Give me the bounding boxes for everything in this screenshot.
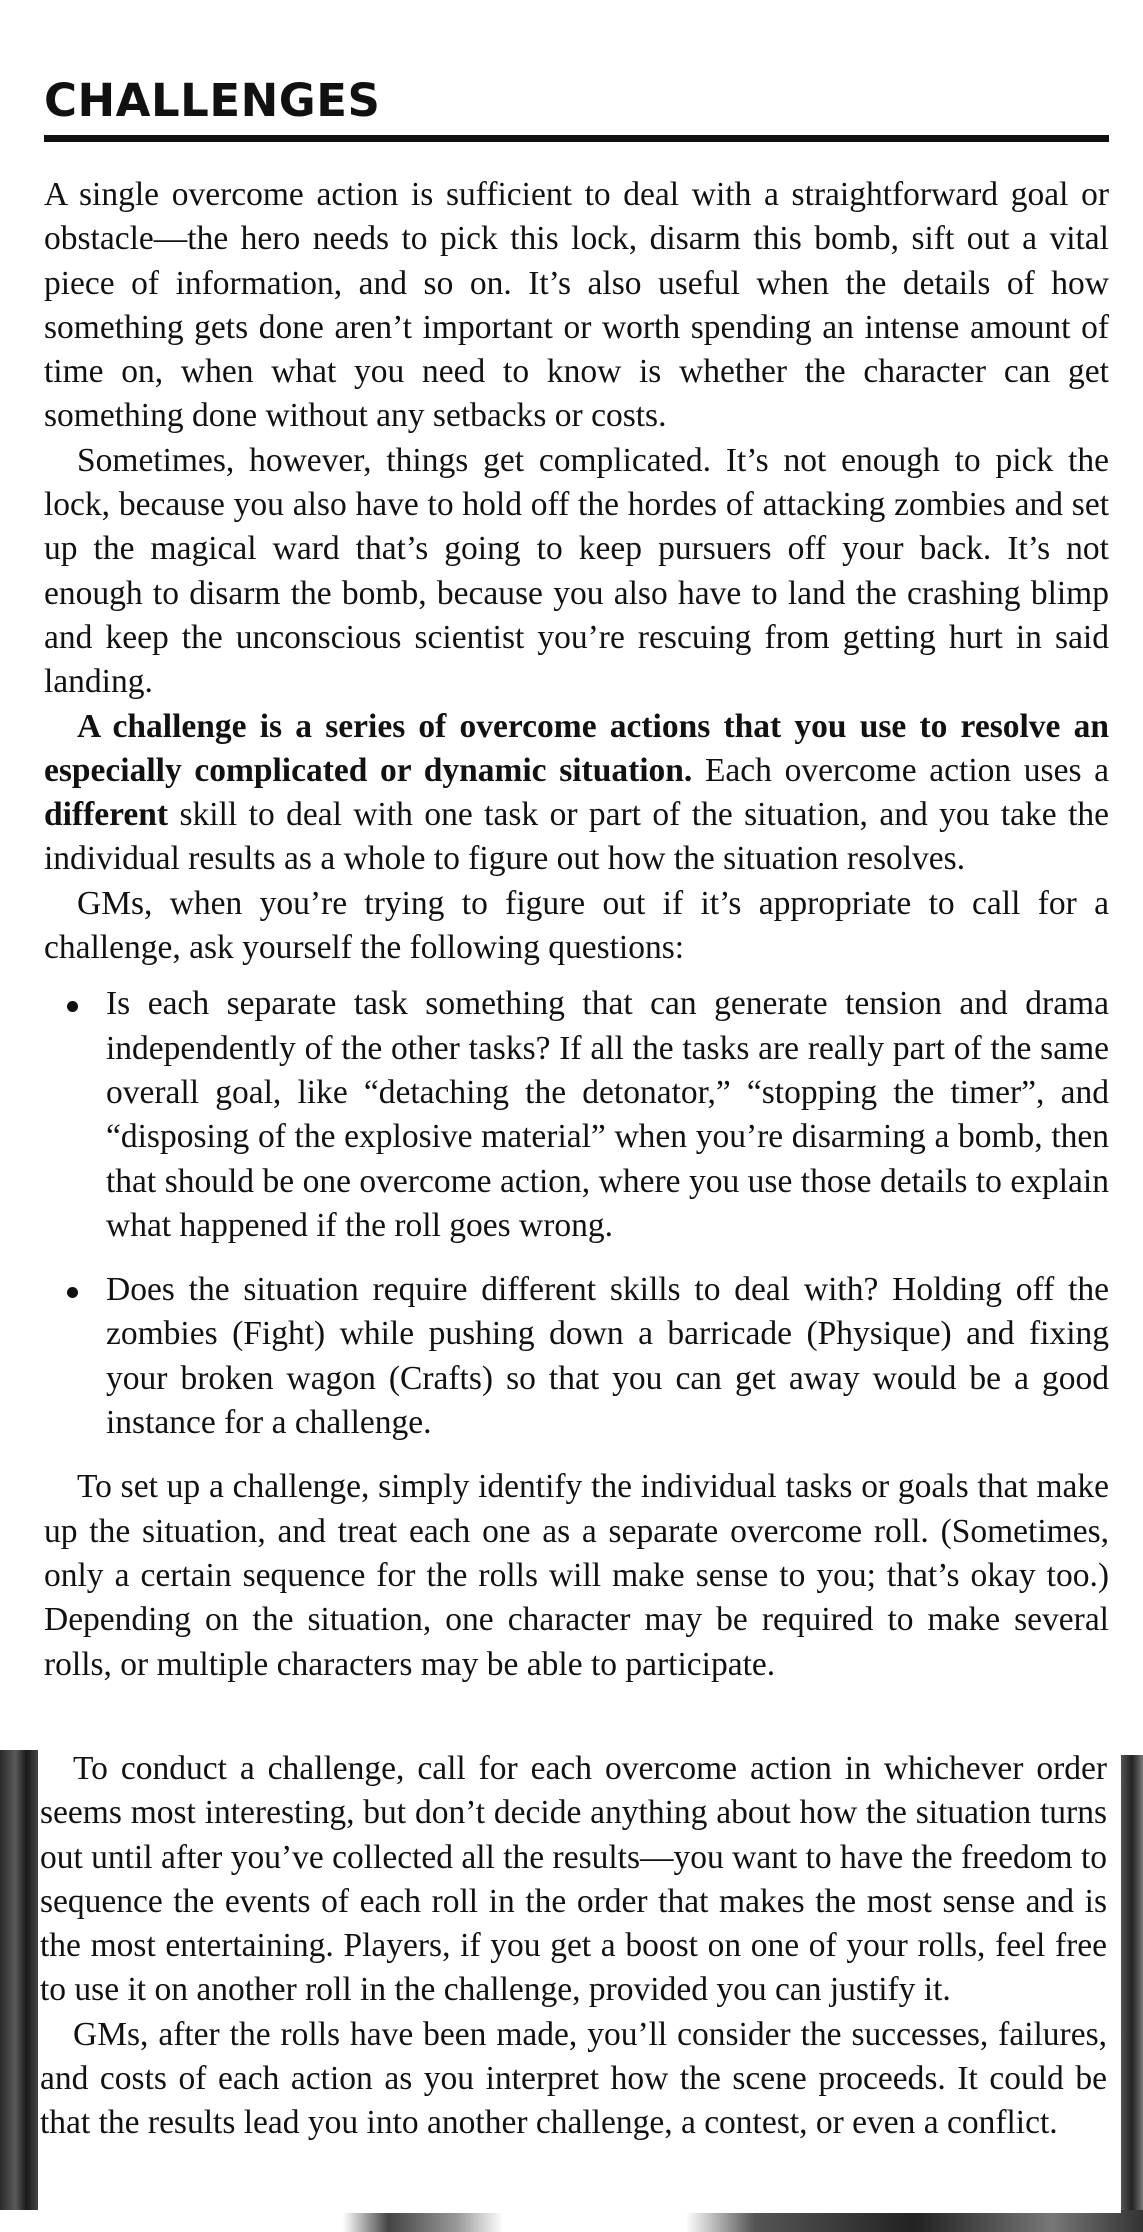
list-item (106, 982, 1109, 1248)
paragraph-complications: Sometimes, however, things get complicated. It’s not enough to pick the lock, because you also have to hold off the hordes of attacking zombies and set up the magical ward that’s going to keep pursuers off your back. It’s not enough to disarm the bomb, because you also have to land the crashing blimp and keep the unconscious scientist you’re rescuing from getting hurt in said landing. (44, 441, 1109, 701)
challenge-definition-text-a: Each overcome action uses a (692, 751, 1110, 789)
illustration-right-edge (1121, 1755, 1143, 2232)
paragraph-challenge-definition (44, 705, 1109, 882)
page-title: CHALLENGES (44, 74, 381, 127)
challenge-definition-bold: A challenge is a series of overcome actions that you use to resolve an especially complicated or dynamic situation. (44, 707, 1109, 789)
paragraph-conduct: To conduct a challenge, call for each overcome action in whichever order seems most interesting, but don’t decide anything about how the situation turns out until after you’ve collected all the results—you want to have the freedom to sequence the events of each roll in the order that makes the most sense and is the most entertaining. Players, if you get a boost on one of your rolls, feel free to use it on another roll in the challenge, provided you can justify it. (40, 1750, 1108, 2009)
body-text-upper (44, 173, 1109, 1687)
questions-list (44, 982, 1109, 1445)
paragraph-setup: To set up a challenge, simply identify the individual tasks or goals that make up the situation, and treat each one as a separate overcome roll. (Sometimes, only a certain sequence for the rolls will make sense to you; that’s okay too.) Depending on the situation, one character may be required to make several rolls, or multiple characters may be able to participate. (44, 1468, 1109, 1683)
list-item-text: Does the situation require different skills to deal with? Holding off the zombies (Fight) while pushing down a barricade (Physique) and fixing your broken wagon (Crafts) so that you can get away would be a good instance for a challenge. (106, 1271, 1109, 1442)
illustration-bottom-edge (0, 2210, 1143, 2232)
illustration-left-edge (0, 1750, 38, 2232)
list-item (106, 1268, 1109, 1445)
paragraph-intro: A single overcome action is sufficient to deal with a straightforward goal or obstacle—the hero needs to pick this lock, disarm this bomb, sift out a vital piece of information, and so on. It’s also useful when the details of how something gets done aren’t important or worth spending an intense amount of time on, when what you need to know is whether the character can get something done without any setbacks or costs. (44, 176, 1109, 435)
bullet-icon (67, 1001, 78, 1012)
paragraph-gm-questions: GMs, when you’re trying to figure out if it’s appropriate to call for a challenge, ask yourself the following questions: (44, 884, 1109, 967)
title-rule (44, 135, 1109, 142)
body-text-lower (40, 1747, 1107, 2146)
challenge-definition-emphasis: different (44, 796, 169, 834)
paragraph-resolution: GMs, after the rolls have been made, you’ll consider the successes, failures, and costs of each action as you interpret how the scene proceeds. It could be that the results lead you into another challenge, a contest, or even a conflict. (40, 2015, 1107, 2142)
challenge-definition-text-b: skill to deal with one task or part of the situation, and you take the individual results as a whole to figure out how the situation resolves. (44, 796, 1109, 878)
list-item-text: Is each separate task something that can generate tension and drama independently of the other tasks? If all the tasks are really part of the same overall goal, like “detaching the detonator,” “stopping the timer”, and “disposing of the explosive material” when you’re disarming a bomb, then that should be one overcome action, where you use those details to explain what happened if the roll goes wrong. (106, 985, 1109, 1244)
bullet-icon (67, 1287, 78, 1298)
